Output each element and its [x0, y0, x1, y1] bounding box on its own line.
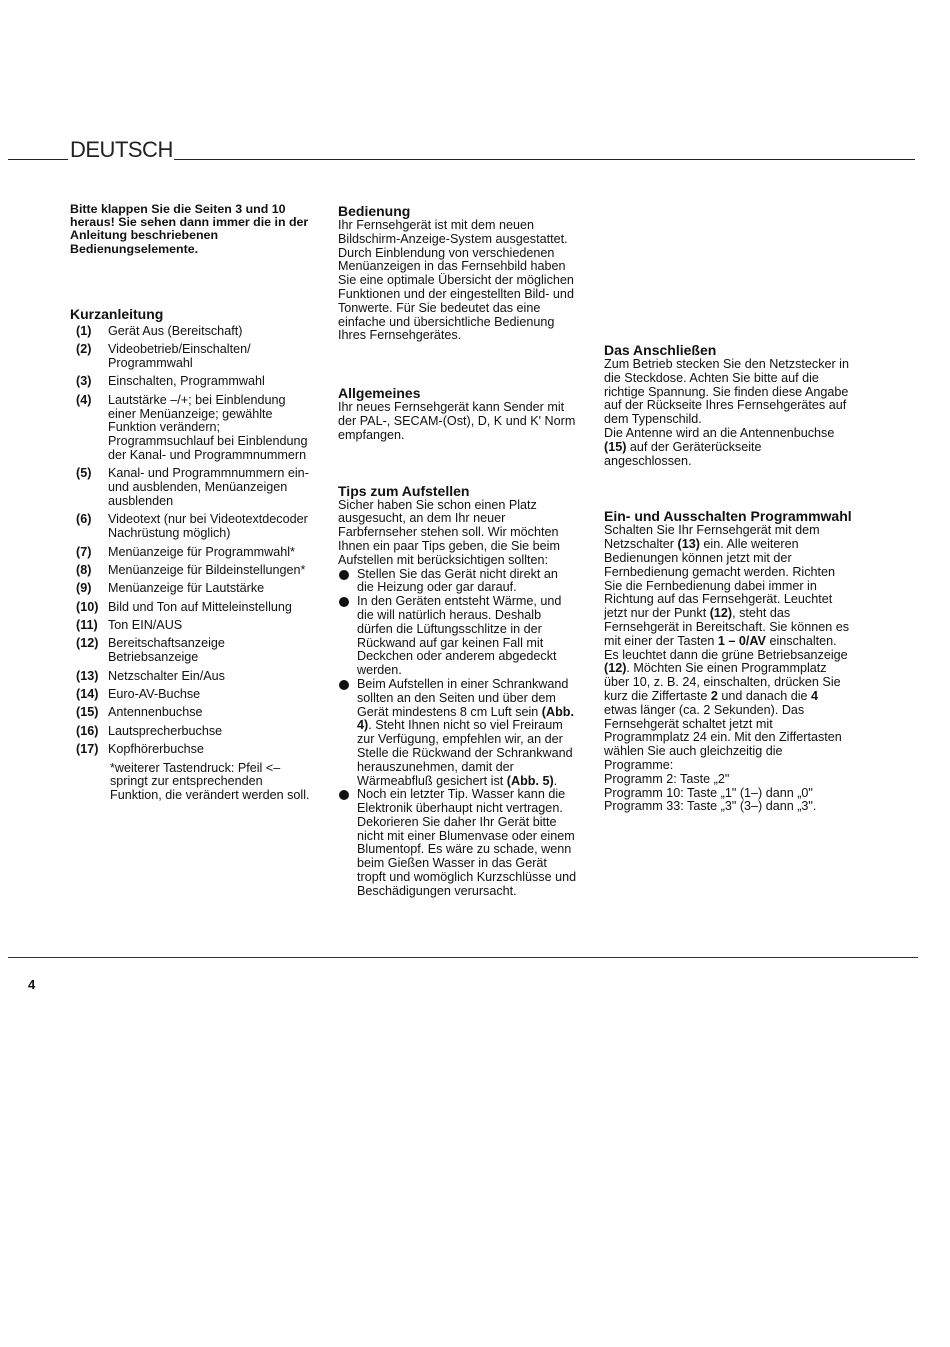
list-item: [70, 637, 315, 665]
paragraph-text: auf der Geräterückseite angeschlossen.: [604, 439, 762, 468]
paragraph-text: Zum Betrieb stecken Sie den Netzstecker in die Steckdose. Achten Sie bitte auf die richtige Spannung. Sie finden diese Angabe auf der Rückseite Ihres Fernsehgerätes auf dem Typenschild.: [604, 357, 849, 427]
figure-reference: (Abb. 4): [357, 704, 574, 733]
key-reference: 1 – 0/AV: [717, 633, 766, 648]
tips-heading: Tips zum Aufstellen: [338, 482, 470, 499]
tips-intro: Sicher haben Sie schon einen Platz ausgesucht, an dem Ihr neuer Farbfernseher stehen soll. Wir möchten Ihnen ein paar Tips geben, die Sie beim Aufstellen mit berücksichtigen sollten:: [338, 497, 560, 567]
column-right: [604, 203, 852, 814]
list-item: [70, 375, 315, 389]
program-line: Programm 2: Taste „2": [604, 771, 730, 786]
section-header: [8, 138, 915, 162]
element-reference: (15): [604, 439, 627, 454]
list-item: [70, 467, 315, 508]
header-rule-right: [174, 159, 915, 160]
list-item: [70, 743, 315, 757]
item-text: Euro-AV-Buchse: [108, 687, 201, 702]
paragraph-text: . Möchten Sie einen Programmplatz über 10, z. B. 24, einschalten, drücken Sie kurz die Ziffertaste: [604, 661, 841, 703]
footnote: *weiterer Tastendruck: Pfeil <– springt zur entsprechenden Funktion, die verändert werden soll.: [110, 760, 310, 803]
item-number: (8): [76, 562, 92, 577]
paragraph-text: ein. Alle weiteren Bedienungen können jetzt mit der Fernbedienung gemacht werden. Richten Sie die Fernbedienung dabei immer in Richtung auf das Fernsehgerät. Leuchtet jetzt nur der Punkt: [604, 537, 836, 621]
item-text: Menüanzeige für Programmwahl*: [108, 544, 295, 559]
item-number: (15): [76, 705, 99, 720]
header-rule-left: [8, 159, 68, 160]
list-item: [70, 513, 315, 541]
list-item: [70, 601, 315, 615]
item-number: (12): [76, 636, 99, 651]
item-text: Menüanzeige für Bildeinstellungen*: [108, 562, 306, 577]
kurzanleitung-heading: Kurzanleitung: [70, 305, 164, 322]
paragraph-text: einschalten. Es leuchtet dann die grüne Betriebsanzeige: [604, 633, 848, 662]
item-text: Menüanzeige für Lautstärke: [108, 581, 265, 596]
einschalten-heading: Ein- und Ausschalten Programmwahl: [604, 508, 852, 525]
einschalten-text: [604, 524, 852, 772]
item-number: (6): [76, 512, 92, 527]
item-number: (17): [76, 742, 99, 757]
element-reference: (12): [709, 606, 733, 621]
section-title: DEUTSCH: [70, 137, 173, 162]
list-item: [70, 670, 315, 684]
intro-note: Bitte klappen Sie die Seiten 3 und 10 heraus! Sie sehen dann immer die in der Anleitung beschriebenen Bedienungselemente.: [70, 202, 309, 256]
item-text: Bereitschaftsanzeige Betriebsanzeige: [108, 636, 225, 665]
page-number: 4: [28, 977, 36, 992]
element-reference: (13): [677, 537, 700, 552]
item-number: (13): [76, 668, 99, 683]
item-text: Antennenbuchse: [108, 705, 203, 720]
bedienung-text: Ihr Fernsehgerät ist mit dem neuen Bildschirm-Anzeige-System ausgestattet. Durch Einblendung von verschiedenen Menüanzeigen in das Fernsehbild haben Sie eine optimale Übersicht der möglichen Funktionen und der eingestellten Bild- und Tonwerte. Für Sie bedeutet das eine einfache und übersichtliche Bedienung Ihres Fernsehgerätes.: [338, 218, 574, 343]
item-number: (3): [76, 374, 92, 389]
item-text: Kopfhörerbuchse: [108, 742, 204, 757]
tip-text: Beim Aufstellen in einer Schrankwand sollten an den Seiten und über dem Gerät mindestens 8 cm Luft sein: [357, 676, 569, 719]
allgemeines-heading: Allgemeines: [338, 385, 421, 402]
item-number: (1): [76, 323, 92, 338]
item-text: Kanal- und Programmnummern ein- und ausblenden, Menüanzeigen ausblenden: [108, 466, 309, 508]
tip-text: .: [553, 773, 558, 788]
item-text: Einschalten, Programmwahl: [108, 374, 265, 389]
program-line: Programm 10: Taste „1" (1–) dann „0": [604, 785, 813, 800]
allgemeines-text: Ihr neues Fernsehgerät kann Sender mit der PAL-, SECAM-(Ost), D, K und K' Norm empfangen.: [338, 400, 576, 442]
item-number: (5): [76, 466, 92, 481]
item-text: Lautstärke –/+; bei Einblendung einer Menüanzeige; gewählte Funktion verändern; Programmsuchlauf bei Einblendung der Kanal- und Programmnummern: [108, 392, 308, 462]
kurzanleitung-list: [70, 325, 315, 757]
column-middle: [338, 203, 578, 899]
paragraph-text: , steht das Fernsehgerät in Bereitschaft. Sie können es mit einer der Tasten: [604, 606, 850, 648]
list-item: [70, 706, 315, 720]
item-text: Gerät Aus (Bereitschaft): [108, 323, 243, 338]
list-item: [70, 546, 315, 560]
list-item: Stellen Sie das Gerät nicht direkt an die Heizung oder gar darauf.: [338, 568, 578, 596]
tip-text: . Steht Ihnen nicht so viel Freiraum zur Verfügung, empfehlen wir, an der Stelle die Rückwand der Schrankwand herauszunehmen, damit der Wärmeabfluß gesichert ist: [357, 718, 573, 788]
item-number: (10): [76, 599, 99, 614]
list-item: [70, 725, 315, 739]
list-item: [338, 788, 578, 898]
footer-rule: [8, 957, 918, 958]
list-item: [70, 619, 315, 633]
tip-text: Noch ein letzter Tip. Wasser kann die Elektronik überhaupt nicht vertragen. Dekorieren Sie daher Ihr Gerät bitte nicht mit einer Blumenvase oder einem Blumentopf. Es wäre zu schade, wenn beim Gießen Wasser in das Gerät tropft und womöglich Kurzschlüsse und Beschädigungen verursacht.: [357, 787, 577, 898]
list-item: [338, 678, 578, 788]
item-number: (16): [76, 723, 99, 738]
paragraph-text: Schalten Sie Ihr Fernsehgerät mit dem Netzschalter: [604, 523, 820, 552]
list-item: [70, 394, 315, 463]
list-item: [70, 582, 315, 596]
list-item: [70, 343, 315, 371]
paragraph-text: und danach die: [721, 688, 808, 703]
item-number: (11): [76, 618, 98, 633]
anschliessen-heading: Das Anschließen: [604, 342, 717, 358]
column-left: [70, 203, 315, 803]
item-text: Videobetrieb/Einschalten/ Programmwahl: [108, 342, 251, 370]
list-item: [70, 325, 315, 339]
list-item: [70, 688, 315, 702]
list-item: In den Geräten entsteht Wärme, und die will natürlich heraus. Deshalb dürfen die Lüftungsschlitze in der Rückwand auf gar keinen Fall mit Deckchen oder anderem abgedeckt werden.: [338, 595, 578, 678]
item-number: (4): [76, 392, 92, 407]
key-reference: 4: [811, 688, 819, 703]
item-text: Ton EIN/AUS: [108, 618, 183, 633]
key-reference: 2: [710, 688, 718, 703]
item-number: (2): [76, 342, 92, 357]
item-text: Videotext (nur bei Videotextdecoder Nachrüstung möglich): [108, 512, 308, 541]
list-item: [70, 564, 315, 578]
figure-reference: (Abb. 5): [506, 773, 554, 788]
paragraph-text: etwas länger (ca. 2 Sekunden). Das Fernsehgerät schaltet jetzt mit Programmplatz 24 ein. Mit den Ziffertasten wählen Sie auch gleichzeitig die Programme:: [604, 702, 842, 772]
item-text: Netzschalter Ein/Aus: [108, 668, 225, 683]
element-reference: (12): [604, 661, 627, 676]
paragraph-text: Die Antenne wird an die Antennenbuchse: [604, 425, 835, 440]
anschliessen-text: [604, 358, 852, 468]
item-number: (7): [76, 544, 92, 559]
item-text: Bild und Ton auf Mitteleinstellung: [108, 599, 292, 614]
item-number: (9): [76, 581, 92, 596]
tips-list: [338, 568, 578, 899]
item-text: Lautsprecherbuchse: [108, 723, 223, 738]
item-number: (14): [76, 687, 99, 702]
program-line: Programm 33: Taste „3" (3–) dann „3".: [604, 799, 817, 814]
bedienung-heading: Bedienung: [338, 203, 411, 219]
